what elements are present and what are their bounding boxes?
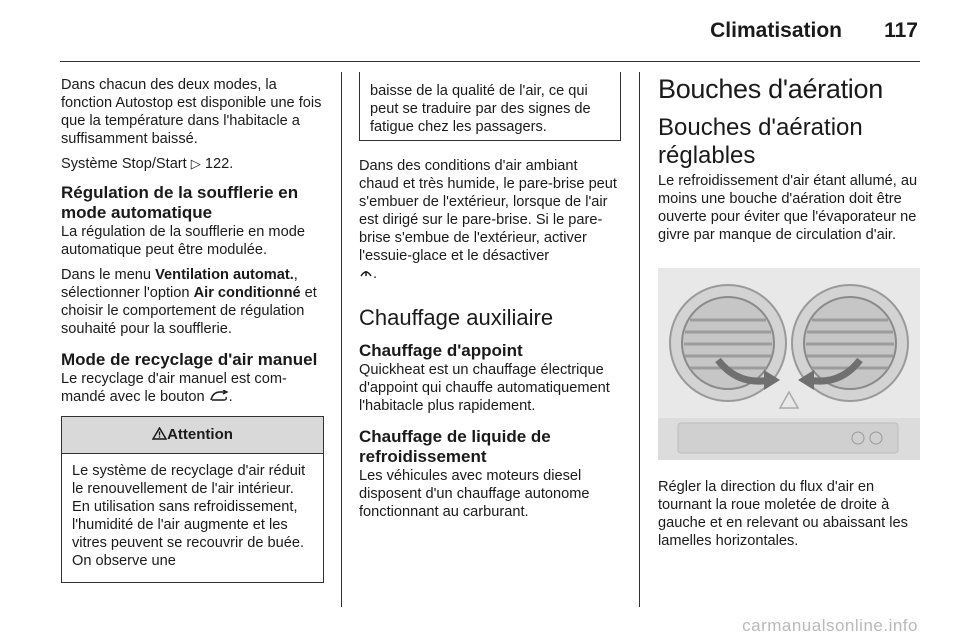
attention-header xyxy=(62,417,323,454)
paragraph-recirculation-button: Le recyclage d'air manuel est commandé avec le bouton . xyxy=(61,371,287,405)
paragraph-adjust-airflow: Régler la direction du flux d'air en tournant la roue moletée de droite à gauche et en relevant ou abaissant les lamelles horizontales. xyxy=(658,479,908,549)
heading-quickheat: Chauffage d'appoint xyxy=(359,341,523,360)
attention-label: Attention xyxy=(167,426,233,443)
menu-name: Ventilation automat. xyxy=(155,267,294,283)
heading-coolant-heater: Chauffage de liquide de refroidissement xyxy=(359,427,551,466)
column-divider-2 xyxy=(639,72,640,607)
paragraph-stop-start-ref xyxy=(61,155,324,173)
header-rule xyxy=(60,61,920,62)
watermark: carmanualsonline.info xyxy=(742,616,918,635)
attention-text: Le système de recyclage d'air réduit le renouvellement de l'air intérieur. En utilisation sans refroidissement, l'humidité de l'air augmente et les vitres peuvent se recouvrir de buée. On observe une xyxy=(72,463,306,569)
option-name: Air conditionné xyxy=(193,285,301,301)
menu-text-a: Dans le menu xyxy=(61,267,156,283)
paragraph-diesel-heater: Les véhicules avec moteurs diesel disposent d'un chauffage autonome fonctionnant au carburant. xyxy=(359,468,590,520)
column-divider-1 xyxy=(341,72,342,607)
paragraph-menu-instructions xyxy=(61,266,324,338)
attention-box xyxy=(61,416,324,583)
paragraph-vents-cooling: Le refroidissement d'air étant allumé, au moins une bouche d'aération doit être ouverte pour éviter que l'évaporateur ne givre par manque de circulation d'air. xyxy=(658,173,918,243)
paragraph-windshield-fog: Dans des conditions d'air ambiant chaud et très humide, le pare-brise peut s'embuer de l'extérieur, lorsque de l'air est dirigé sur le pare-brise. Si le pare-brise s'embue de l'extérieur, activer l'essuie-glace et le désactiver . xyxy=(359,158,617,282)
page-title: Climatisation xyxy=(710,19,842,42)
page-number: 117 xyxy=(884,19,918,42)
heading-auxiliary-heating: Chauffage auxiliaire xyxy=(359,305,554,330)
recirculation-icon xyxy=(209,389,229,405)
column-3 xyxy=(658,74,920,557)
ref-arrow-icon: ▷ xyxy=(190,156,201,171)
column-2 xyxy=(359,72,621,528)
menu-text-c: et choisir le comportement de régulation souhaité pour la soufflerie. xyxy=(61,285,317,337)
recirculation-text: Le recyclage d'air manuel est commandé avec le bouton xyxy=(61,371,287,405)
stop-start-page-ref: 122. xyxy=(204,156,234,172)
warning-triangle-icon xyxy=(152,426,167,443)
paragraph-autostop: Dans chacun des deux modes, la fonction Autostop est disponible une fois que la température dans l'habitacle a suffisamment baissé. xyxy=(61,77,322,147)
heading-blower-auto: Régulation de la soufflerie en mode automatique xyxy=(61,183,299,222)
paragraph-blower-regulation: La régulation de la soufflerie en mode automatique peut être modulée. xyxy=(61,224,305,258)
heading-manual-recirculation: Mode de recyclage d'air manuel xyxy=(61,350,318,369)
wiper-icon xyxy=(359,266,373,282)
heading-air-vents: Bouches d'aération xyxy=(658,74,883,104)
page-header xyxy=(0,0,960,62)
paragraph-quickheat: Quickheat est un chauffage électrique d'appoint qui chauffe automatiquement l'habitacle plus rapidement. xyxy=(359,362,610,414)
stop-start-text: Système Stop/Start xyxy=(61,156,191,172)
heading-adjustable-vents: Bouches d'aération réglables xyxy=(658,114,863,169)
menu-text-b: , sélectionner l'option xyxy=(61,267,298,301)
attention-continued: baisse de la qualité de l'air, ce qui peut se traduire par des signes de fatigue chez les passagers. xyxy=(359,72,621,141)
air-vents-illustration xyxy=(658,268,920,460)
column-1 xyxy=(61,76,324,583)
windshield-text: Dans des conditions d'air ambiant chaud et très humide, le pare-brise peut s'embuer de l'extérieur, lorsque de l'air est dirigé sur le pare-brise. Si le pare-brise s'embue de l'extérieur, activer l'essuie-glace et le désactiver xyxy=(359,158,617,264)
